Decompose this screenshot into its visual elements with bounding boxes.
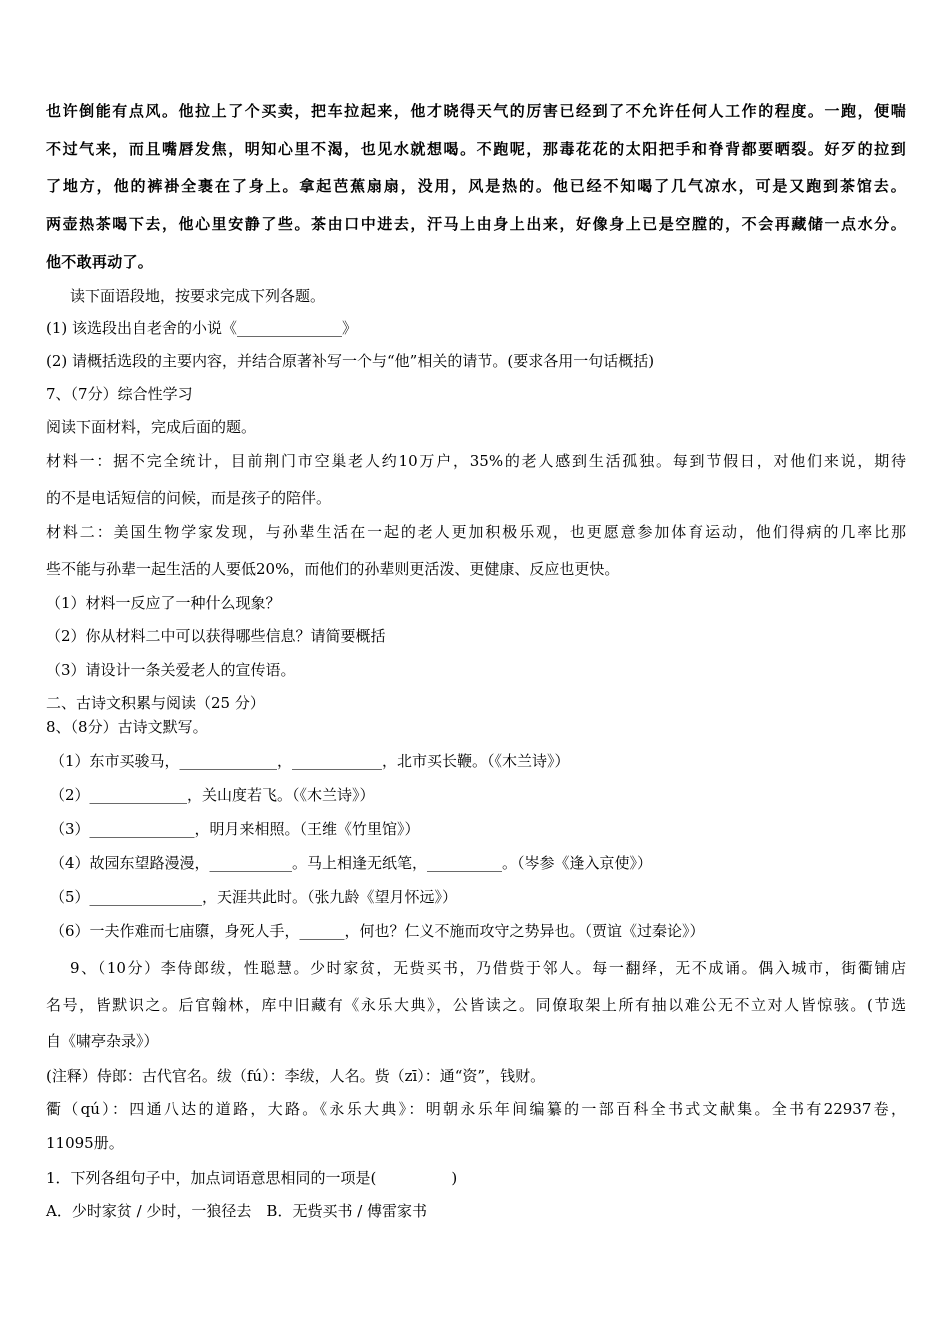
q6-instruction: 读下面语段地，按要求完成下列各题。 — [70, 287, 326, 305]
q9-text-line3: 自《啸亭杂录》） — [46, 1032, 159, 1050]
q7-intro: 阅读下面材料，完成后面的题。 — [46, 418, 257, 436]
passage-line: 不过气来，而且嘴唇发焦，明知心里不渴，也见水就想喝。不跑呢，那毒花花的太阳把手和脊背都要晒裂。好歹的拉到 — [46, 140, 906, 158]
passage-line: 了地方，他的裤褂全裹在了身上。拿起芭蕉扇扇，没用，风是热的。他已经不知喝了几气凉水，可是又跑到茶馆去。 — [46, 177, 906, 195]
q7-material2-line1: 材料二：美国生物学家发现，与孙辈生活在一起的老人更加积极乐观，也更愿意参加体育运动，他们得病的几率比那 — [46, 523, 906, 541]
q9-note2: 衢（qú）：四通八达的道路，大路。《永乐大典》：明朝永乐年间编纂的一部百科全书式文献集。全书有22937卷， — [46, 1100, 906, 1118]
q9-note3: 11095册。 — [46, 1134, 124, 1152]
passage-line: 他不敢再动了。 — [46, 253, 154, 271]
q7-material2-line2: 些不能与孙辈一起生活的人要低20%，而他们的孙辈则更活泼、更健康、反应也更快。 — [46, 560, 620, 578]
q9-options: A．少时家贫 / 少时，一狼径去 B．无赀买书 / 傅雷家书 — [46, 1202, 428, 1220]
q8-item: （4）故园东望路漫漫，___________。马上相逢无纸笔，__________。（岑参《逢入京使》） — [50, 854, 653, 872]
q8-title: 8、（8分）古诗文默写。 — [46, 718, 208, 736]
q8-item: （6）一夫作难而七庙隳，身死人手，______，何也？仁义不施而攻守之势异也。（贾谊《过秦论》） — [50, 922, 705, 940]
q7-material1-line2: 的不是电话短信的问候，而是孩子的陪伴。 — [46, 489, 332, 507]
q9-note1: (注释）侍郎：古代官名。绂（fú）：李绂，人名。赀（zī）：通“资”，钱财。 — [46, 1067, 546, 1085]
q6-sub1: (1) 该选段出自老舍的小说《______________》 — [46, 319, 358, 337]
q8-item: （5）_______________，天涯共此时。（张九龄《望月怀远》） — [50, 888, 458, 906]
section2-title: 二、古诗文积累与阅读（25 分） — [46, 694, 265, 712]
q9-text-line1: 9、（10分）李侍郎绂，性聪慧。少时家贫，无赀买书，乃借赀于邻人。每一翻绎，无不成诵。偶入城市，街衢铺店 — [70, 959, 906, 977]
q7-title: 7、（7分）综合性学习 — [46, 385, 193, 403]
q8-item: （1）东市买骏马，_____________，____________，北市买长鞭。（《木兰诗》） — [50, 752, 570, 770]
q9-text-line2: 名号，皆默识之。后官翰林，库中旧藏有《永乐大典》，公皆读之。同僚取架上所有抽以难公无不立对人皆惊骇。(节选 — [46, 996, 906, 1014]
passage-line: 两壶热茶喝下去，他心里安静了些。茶由口中进去，汗马上由身上出来，好像身上已是空膛的，不会再藏储一点水分。 — [46, 215, 906, 233]
q6-sub2: (2) 请概括选段的主要内容，并结合原著补写一个与“他”相关的请节。(要求各用一句话概括) — [46, 352, 655, 370]
q7-sub3: （3）请设计一条关爱老人的宣传语。 — [46, 661, 296, 679]
q9-question: 1．下列各组句子中，加点词语意思相同的一项是( ) — [46, 1169, 458, 1187]
q7-sub1: （1）材料一反应了一种什么现象？ — [46, 594, 281, 612]
q8-item: （3）______________，明月来相照。（王维《竹里馆》） — [50, 820, 420, 838]
q8-item: （2）_____________，关山度若飞。（《木兰诗》） — [50, 786, 375, 804]
q7-material1-line1: 材料一：据不完全统计，目前荆门市空巢老人约10万户，35%的老人感到生活孤独。每到节假日，对他们来说，期待 — [46, 452, 906, 470]
q7-sub2: （2）你从材料二中可以获得哪些信息？请简要概括 — [46, 627, 386, 645]
passage-line: 也许倒能有点风。他拉上了个买卖，把车拉起来，他才晓得天气的厉害已经到了不允许任何人工作的程度。一跑，便喘 — [46, 102, 906, 120]
